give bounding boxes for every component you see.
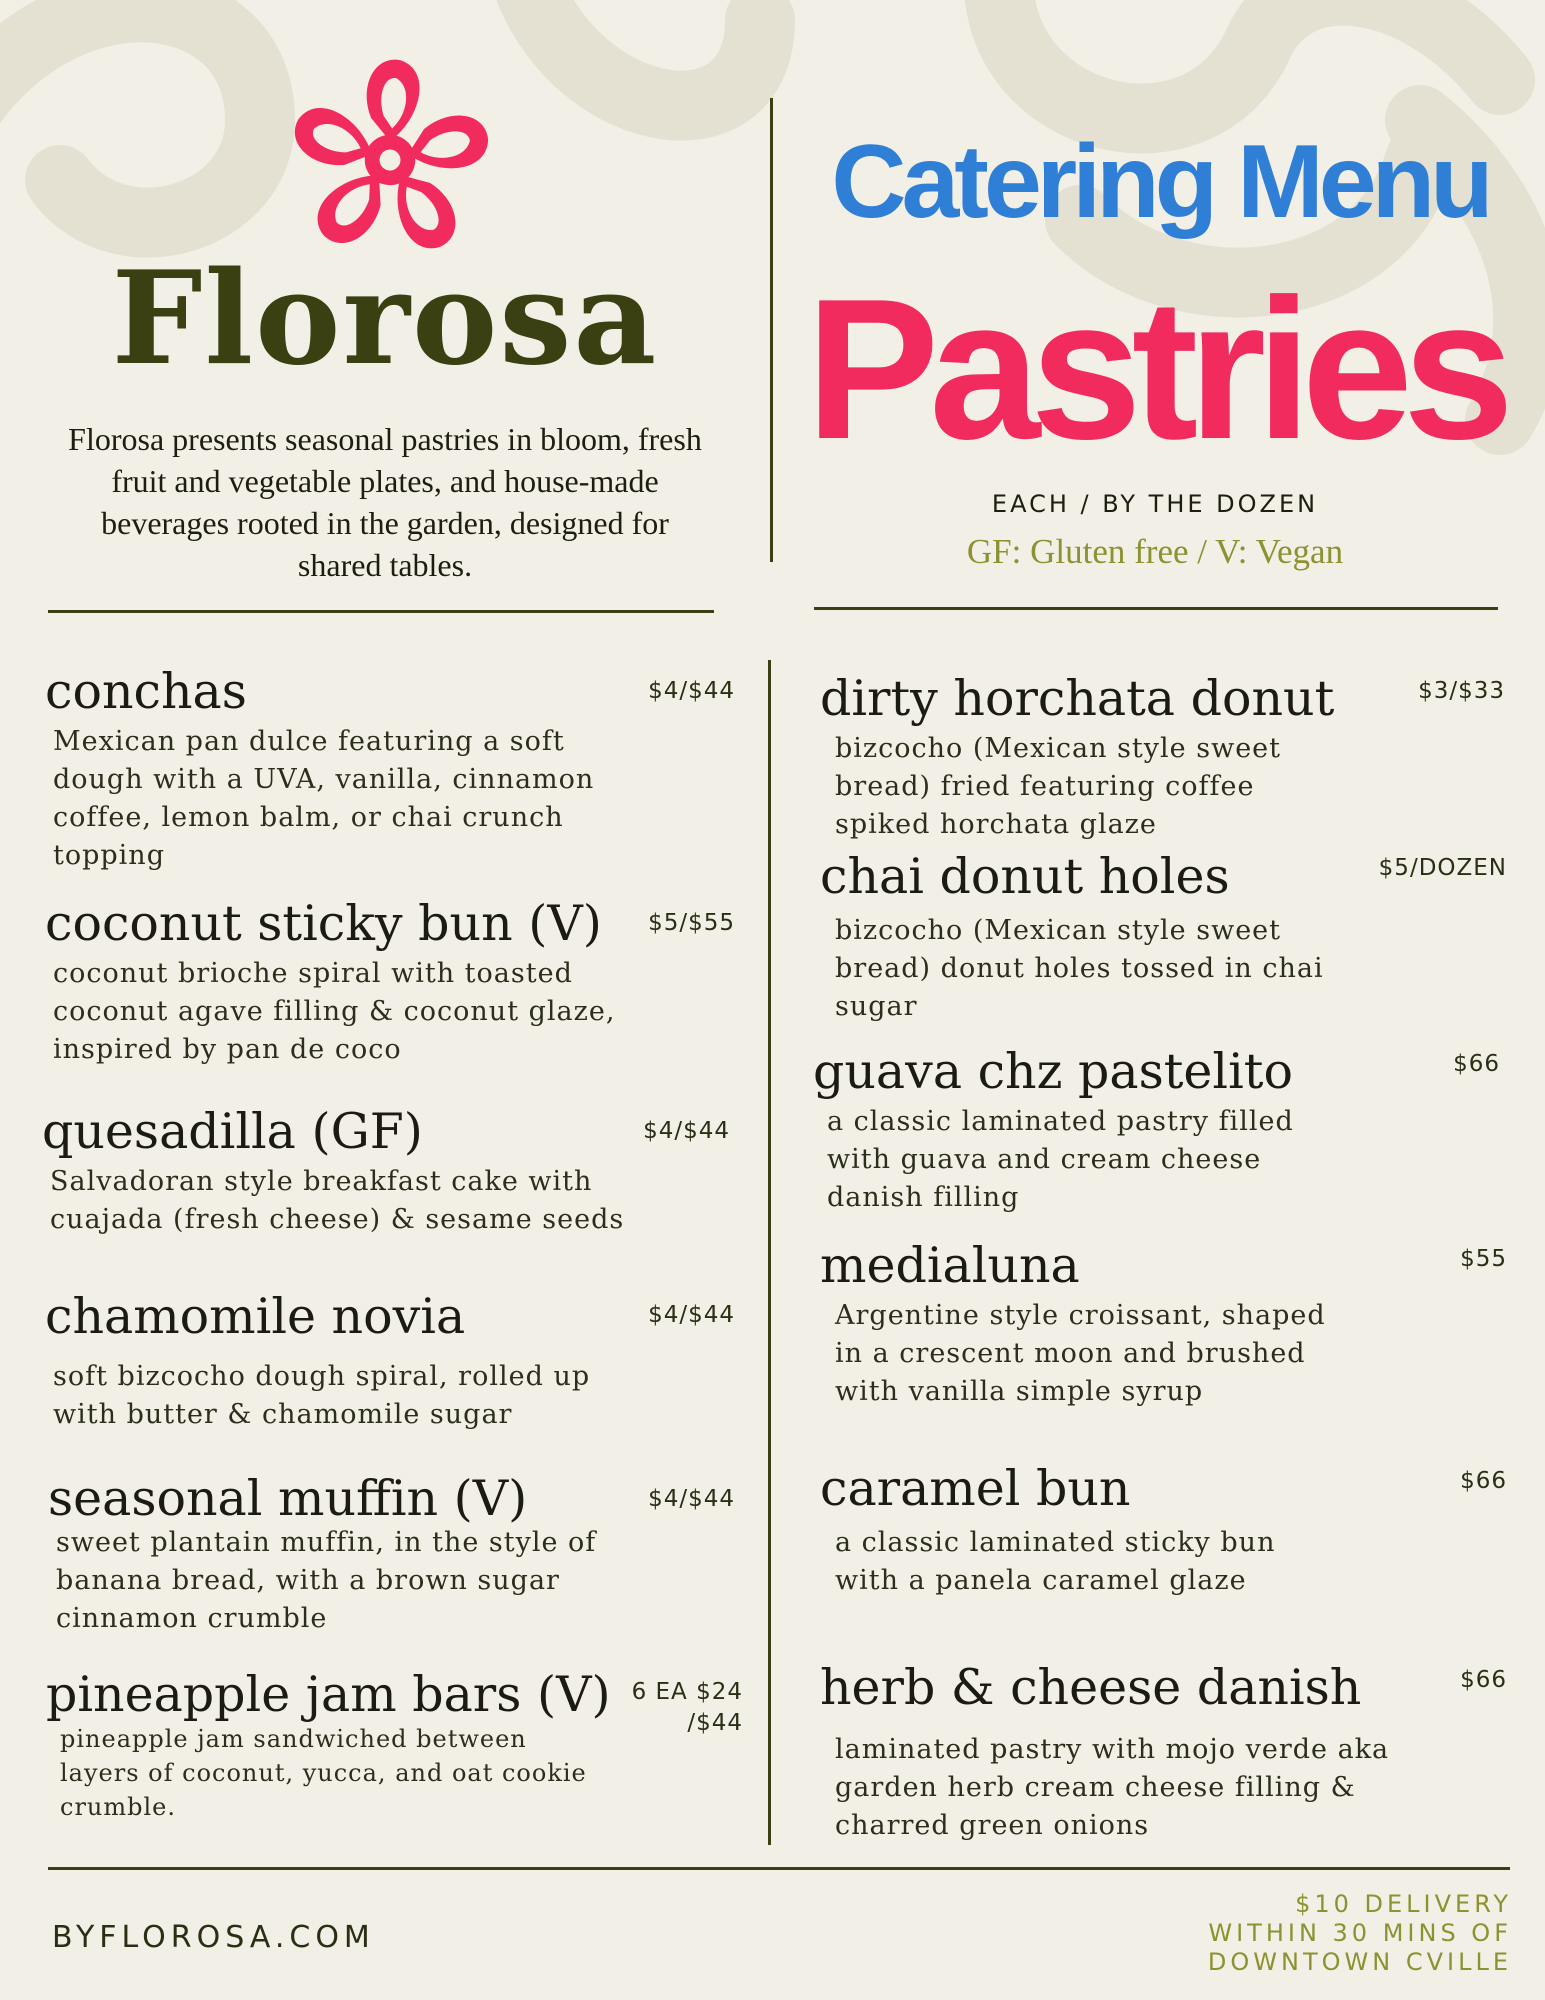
item-price: $5/DOZEN	[1378, 855, 1507, 881]
item-name: dirty horchata donut	[820, 670, 1335, 727]
header-vertical-divider	[770, 98, 773, 562]
header-left-divider	[48, 610, 714, 613]
category-title: Pastries	[805, 258, 1505, 481]
item-price-line: 6 EA $24	[631, 1679, 743, 1705]
item-name: chai donut holes	[820, 848, 1230, 905]
menu-item	[45, 663, 645, 875]
menu-item	[820, 1659, 1390, 1845]
item-name: quesadilla (GF)	[42, 1103, 423, 1160]
item-name: conchas	[45, 663, 247, 720]
delivery-line: WITHIN 30 MINS OF	[1208, 1919, 1512, 1947]
header-right-divider	[814, 607, 1498, 610]
diet-legend: GF: Gluten free / V: Vegan	[966, 532, 1344, 571]
item-name: coconut sticky bun (V)	[45, 895, 602, 952]
menu-item	[813, 1043, 1373, 1217]
item-description: bizcocho (Mexican style sweet bread) fried featuring coffee spiked horchata glaze	[835, 733, 1282, 840]
menu-item	[820, 1460, 1380, 1600]
delivery-line: $10 DELIVERY	[1295, 1890, 1512, 1918]
item-description: soft bizcocho dough spiral, rolled up with butter & chamomile sugar	[53, 1361, 591, 1430]
menu-item	[820, 670, 1380, 844]
pricing-note: EACH / BY THE DOZEN	[991, 490, 1319, 518]
footer-delivery-note	[1080, 1890, 1512, 1977]
item-price: $4/$44	[648, 1302, 735, 1328]
footer-website-link[interactable]: BYFLOROSA.COM	[52, 1920, 375, 1955]
item-name: medialuna	[820, 1237, 1080, 1294]
item-price: $66	[1460, 1667, 1507, 1693]
delivery-line: DOWNTOWN CVILLE	[1207, 1948, 1512, 1976]
item-name: chamomile novia	[45, 1288, 466, 1345]
brand-name: Florosa	[111, 244, 659, 394]
item-description: laminated pastry with mojo verde aka garden herb cream cheese filling & charred green onions	[835, 1734, 1390, 1841]
item-price: $55	[1460, 1246, 1507, 1272]
item-name: pineapple jam bars (V)	[46, 1666, 611, 1723]
menu-vertical-divider	[768, 660, 771, 1845]
item-description: sweet plantain muffin, in the style of banana bread, with a brown sugar cinnamon crumble	[56, 1527, 597, 1634]
item-price: $5/$55	[648, 910, 735, 936]
item-name: guava chz pastelito	[813, 1043, 1293, 1100]
item-description: Salvadoran style breakfast cake with cuajada (fresh cheese) & sesame seeds	[50, 1166, 625, 1235]
brand-intro: Florosa presents seasonal pastries in bloom, fresh fruit and vegetable plates, and house-made beverages rooted in the garden, designed for shared tables.	[68, 421, 702, 583]
item-description: Mexican pan dulce featuring a soft dough with a UVA, vanilla, cinnamon coffee, lemon balm, or chai crunch topping	[53, 726, 595, 871]
florosa-flower-logo-icon	[285, 55, 495, 265]
item-price: $4/$44	[643, 1118, 730, 1144]
menu-item	[46, 1666, 646, 1824]
item-price: $3/$33	[1418, 678, 1505, 704]
item-price: $4/$44	[648, 678, 735, 704]
item-price: $4/$44	[648, 1486, 735, 1512]
item-name: herb & cheese danish	[820, 1659, 1362, 1716]
item-description: Argentine style croissant, shaped in a crescent moon and brushed with vanilla simple syrup	[835, 1300, 1326, 1407]
item-description: pineapple jam sandwiched between layers of coconut, yucca, and oat cookie crumble.	[60, 1725, 587, 1821]
item-name: caramel bun	[820, 1460, 1131, 1517]
page-title: Catering Menu	[831, 124, 1489, 240]
item-description: bizcocho (Mexican style sweet bread) donut holes tossed in chai sugar	[835, 915, 1324, 1022]
footer-divider	[48, 1867, 1510, 1870]
item-price-line: /$44	[687, 1710, 743, 1736]
item-name: seasonal muffin (V)	[48, 1470, 528, 1527]
item-price	[560, 1677, 743, 1739]
menu-item	[820, 848, 1380, 1026]
menu-item	[820, 1237, 1380, 1411]
item-description: coconut brioche spiral with toasted coconut agave filling & coconut glaze, inspired by pan de coco	[53, 958, 616, 1065]
item-description: a classic laminated pastry filled with guava and cream cheese danish filling	[827, 1106, 1294, 1213]
item-price: $66	[1453, 1051, 1500, 1077]
menu-item	[48, 1470, 648, 1638]
item-price: $66	[1460, 1468, 1507, 1494]
item-description: a classic laminated sticky bun with a panela caramel glaze	[835, 1527, 1276, 1596]
